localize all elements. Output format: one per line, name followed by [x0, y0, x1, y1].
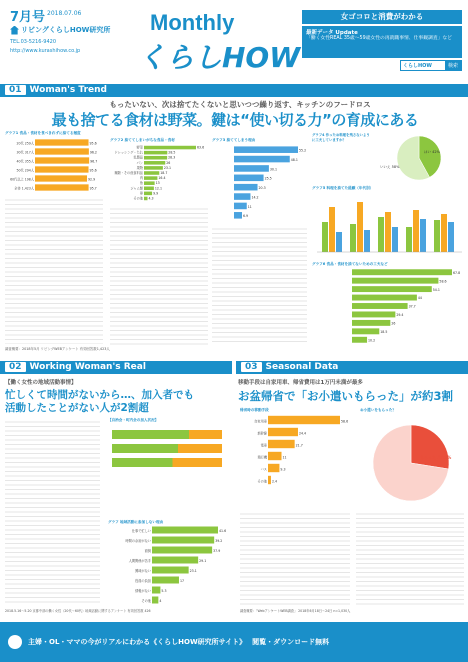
- bar: [152, 567, 189, 574]
- bar-value: 44: [417, 296, 422, 301]
- bar: [144, 181, 155, 185]
- bar: [234, 184, 258, 191]
- chart4-label-no: いいえ 58%: [380, 165, 400, 169]
- bar: [268, 428, 298, 436]
- tagline: 女ゴコロと消費がわかる: [340, 12, 424, 21]
- bar: [144, 146, 196, 150]
- section3-bar: [236, 361, 468, 374]
- chart6-title: グラフ6 食品・食材を捨てないための工夫など: [312, 262, 388, 266]
- bar-value: 58.6: [341, 419, 349, 424]
- bar: [268, 416, 340, 424]
- bar: [329, 207, 335, 252]
- footer-logo-icon: [8, 635, 22, 649]
- section3-number: 03: [241, 362, 262, 372]
- bar-value: 28.5: [168, 150, 176, 155]
- bar: [35, 175, 87, 181]
- section1-headline: 最も捨てる食材は野菜。鍵は“使い切る力”の育成にある: [51, 111, 419, 129]
- section3-chart-b-title: お小遣いをもらった？: [360, 408, 396, 412]
- bar: [322, 222, 328, 252]
- bar-value: 30.1: [269, 167, 278, 172]
- bar: [152, 527, 218, 534]
- bar-label: 時間の余裕がない: [125, 539, 151, 543]
- chart6: [312, 268, 464, 344]
- section3-headline: お盆帰省で「お小遣いもらった」が約3割: [238, 389, 453, 403]
- bar: [352, 337, 367, 343]
- section3-chart-b-label: もらった 27.5%: [420, 455, 452, 460]
- bar: [352, 311, 395, 317]
- bar: [336, 232, 342, 252]
- bar-value: 18.5: [380, 330, 388, 335]
- bar-label: 面倒: [144, 549, 151, 553]
- chart2-title: グラフ2 捨ててしまいがちな食品・食材: [110, 138, 175, 142]
- bar-label: ジャム類: [130, 186, 143, 191]
- bar-value: 12.1: [154, 186, 163, 191]
- month-label: 7月号: [10, 10, 46, 25]
- update-text: 「働く女性REAL 35歳～59歳女性の再就職事情、仕事観調査」など: [306, 36, 452, 41]
- bar-value: 6.9: [243, 214, 249, 219]
- bar-value: 21.7: [295, 443, 303, 448]
- bar-label: その他: [141, 599, 151, 603]
- footer-download-button[interactable]: 閲覧・ダウンロード無料: [252, 638, 330, 646]
- chart1-title: グラフ1 食品・食材を食べきれずに捨てる頻度: [5, 131, 81, 135]
- footer-bar: [0, 622, 468, 662]
- bar-value: 29.4: [396, 313, 404, 318]
- bar: [144, 166, 163, 170]
- bar: [152, 587, 160, 594]
- bar-value: 67.8: [453, 270, 461, 275]
- section1-title: Woman's Trend: [29, 85, 107, 95]
- bar: [234, 156, 290, 163]
- bar: [420, 219, 426, 252]
- bar-value: 9.9: [153, 191, 159, 196]
- bar: [352, 295, 417, 301]
- bar: [144, 176, 157, 180]
- bar-label: 乳製品: [133, 155, 143, 160]
- bar: [152, 557, 198, 564]
- section1-body-mid: [110, 205, 208, 345]
- bar-value: 4.3: [148, 196, 154, 201]
- chart3-title: グラフ3 捨ててしまう理由: [212, 138, 256, 142]
- bar: [364, 230, 370, 252]
- bar-label: 卵: [139, 191, 143, 196]
- bar-value: 37.9: [213, 549, 221, 553]
- section1-subtitle: もったいない、次は捨てたくないと思いつつ繰り返す、キッチンのフードロス: [109, 100, 371, 109]
- header: [0, 0, 468, 82]
- bar: [152, 537, 214, 544]
- bar-value: 23.1: [189, 569, 197, 573]
- bar-label: 役員の負担: [135, 579, 151, 583]
- section3-subtitle: 移動手段は自家用車、帰省費用は1万円未満が最多: [238, 380, 363, 386]
- bar: [112, 444, 178, 453]
- bar: [352, 269, 452, 275]
- bar-value: 39.2: [215, 539, 223, 543]
- chart4-pie: [374, 132, 464, 184]
- bar: [234, 165, 269, 172]
- bar-value: 2.4: [271, 479, 278, 484]
- section1-footer-note: 調査概要：2018年5月 リビングWEBアンケート 有効回答数1,423人: [5, 347, 110, 351]
- bar: [441, 214, 447, 252]
- bar-label: 果物: [136, 165, 143, 170]
- bar-label: ドレッシング・たれ: [114, 150, 143, 155]
- publisher-logo: [10, 25, 110, 35]
- bar: [413, 210, 419, 252]
- section2-chart-a: [108, 424, 228, 472]
- bar: [268, 464, 279, 472]
- search-box[interactable]: [400, 60, 462, 71]
- bar: [268, 476, 271, 484]
- bar-label: 魚: [139, 181, 143, 186]
- bar: [234, 212, 242, 219]
- bar-label: その他: [133, 196, 143, 201]
- bar-label: 全体 1,423人: [14, 186, 34, 191]
- bar: [152, 547, 212, 554]
- bar: [234, 203, 247, 210]
- bar: [112, 430, 189, 439]
- bar-value: 25.5: [264, 176, 272, 181]
- bar-label: 60代以上 198人: [10, 177, 34, 182]
- bar: [144, 197, 148, 201]
- bar-value: 95.6: [89, 141, 97, 146]
- bar-value: 92.9: [88, 177, 96, 182]
- issue-date: 2018.07.06: [47, 10, 82, 17]
- bar-value: 18.7: [160, 171, 168, 176]
- bar-value: 26: [166, 160, 171, 165]
- section3-chart-a: [240, 414, 352, 486]
- chart4-label-yes: はい 42%: [424, 150, 440, 154]
- section2-title: Working Woman's Real: [29, 362, 146, 372]
- bar-value: 4: [159, 599, 162, 603]
- tagline-box: [302, 10, 462, 24]
- section1-body-left: [5, 196, 103, 344]
- bar: [234, 175, 264, 182]
- section2-note: 2018.5.16～5.20 京都中部の働く女性（20代～60代）地域活動に関するアンケート 有効回答数 426: [5, 609, 151, 613]
- update-label: 最新データ Update: [306, 30, 358, 36]
- bar: [35, 184, 89, 190]
- section2-chart-b-title: グラフ 地域活動に参加しない理由: [108, 520, 164, 524]
- bar-value: 37.7: [408, 304, 416, 309]
- bar: [268, 440, 295, 448]
- bar: [144, 186, 154, 190]
- publisher-name: リビングくらしHOW研究所: [21, 26, 111, 34]
- bar-value: 16.4: [158, 176, 166, 181]
- bar: [234, 193, 250, 200]
- section2-headline2: 活動したことがない人が2割超: [5, 402, 149, 414]
- bar-value: 95.7: [89, 186, 97, 191]
- bar: [173, 458, 223, 467]
- bar: [144, 156, 167, 160]
- chart5-title: グラフ5 料理を捨てた経験（年代別）: [312, 186, 374, 190]
- bar: [268, 452, 282, 460]
- bar-value: 24.4: [298, 431, 307, 436]
- bar-value: 96.2: [89, 150, 97, 155]
- bar: [385, 212, 391, 252]
- bar: [152, 577, 179, 584]
- section2-number: 02: [5, 362, 26, 372]
- section2-headline1: 忙しくて時間がないから…、加入者でも: [5, 389, 194, 401]
- bar-value: 9.3: [280, 467, 286, 472]
- search-button[interactable]: 検索: [445, 61, 461, 70]
- section3-chart-b: [366, 418, 456, 508]
- bar: [152, 597, 158, 604]
- bar-label: 新幹線: [257, 431, 267, 436]
- bar-label: 電車: [260, 443, 267, 448]
- footer-text: 主婦・OL・ママの今がリアルにわかる《くらしHOW研究所サイト》: [28, 638, 247, 646]
- bar-value: 17: [179, 579, 185, 583]
- bar-value: 11: [282, 455, 287, 460]
- bar: [434, 220, 440, 252]
- bar-value: 10.2: [368, 338, 376, 343]
- bar: [112, 458, 173, 467]
- bar: [352, 320, 390, 326]
- bar-value: 29.1: [199, 559, 207, 563]
- chart5: [312, 192, 464, 262]
- section2-body: [5, 418, 100, 603]
- bar-label: 情報がない: [135, 589, 151, 593]
- bar-value: 41.6: [219, 529, 227, 533]
- bar: [392, 227, 398, 252]
- pie-slice: [411, 425, 449, 469]
- bar: [144, 161, 165, 165]
- bar-value: 23.1: [163, 165, 171, 170]
- section1-body-mid2: [212, 225, 307, 345]
- bar-label: 20代 259人: [16, 141, 34, 146]
- section2-subtitle: 【働く女性の地域活動事情】: [5, 380, 77, 386]
- bar-value: 48.1: [290, 157, 298, 162]
- bar-label: 肉: [139, 176, 143, 181]
- search-logo: くらしHOW: [403, 63, 432, 69]
- bar: [352, 278, 438, 284]
- bar-value: 63.6: [197, 145, 205, 150]
- section3-title: Seasonal Data: [265, 362, 339, 372]
- bar: [189, 430, 222, 439]
- bar-value: 11: [247, 204, 252, 209]
- section3-body-right: [356, 510, 464, 605]
- bar-label: 30代 317人: [16, 150, 34, 155]
- update-box: [302, 26, 462, 58]
- bar: [357, 202, 363, 252]
- bar: [35, 148, 89, 154]
- bar: [352, 303, 408, 309]
- bar: [448, 222, 454, 252]
- tel: TEL.03-5216-9420: [10, 39, 57, 45]
- bar: [144, 151, 167, 155]
- section3-chart-a-title: 帰省時の移動手段: [240, 408, 269, 412]
- bar-label: パン: [136, 160, 143, 165]
- bar-label: 飛行機: [257, 455, 267, 460]
- bar: [378, 217, 384, 252]
- bar-value: 14.2: [251, 195, 259, 200]
- bar-value: 13: [155, 181, 160, 186]
- bar-value: 58.6: [439, 279, 447, 284]
- bar: [406, 227, 412, 252]
- bar-value: 20.3: [258, 186, 266, 191]
- chart4-title: グラフ4 作ったお料理を残さないように工夫していますか？: [312, 133, 370, 142]
- section2-chart-b: [108, 525, 230, 605]
- bar-label: 人間関係が苦手: [128, 559, 151, 563]
- house-icon: [10, 26, 19, 35]
- bar-label: 野菜: [136, 145, 143, 150]
- section2-chart-a-title: 【自治会・町内会の加入状況】: [108, 418, 159, 422]
- bar: [352, 328, 379, 334]
- magazine-title-line2: くらしHOW: [138, 41, 301, 74]
- bar-value: 26: [391, 321, 396, 326]
- bar-value: 55.2: [299, 148, 307, 153]
- section3-note: 調査概要：「WebアンケートWEB調査」 2018年6月18日～24日 n=1,030人: [240, 609, 351, 613]
- section2-bar: [0, 361, 232, 374]
- bar: [144, 171, 159, 175]
- site-url[interactable]: http://www.kurashihow.co.jp: [10, 48, 81, 54]
- bar: [35, 157, 89, 163]
- bar-label: 興味がない: [135, 569, 151, 573]
- bar-label: 仕事で忙しい: [131, 529, 151, 533]
- section3-body-left: [240, 510, 350, 605]
- bar: [352, 286, 432, 292]
- chart1: [5, 138, 103, 192]
- bar: [35, 166, 89, 172]
- bar-label: 自家用車: [254, 419, 267, 424]
- bar-label: 40代 355人: [16, 159, 34, 164]
- bar: [35, 139, 89, 145]
- bar: [234, 146, 298, 153]
- bar-label: その他: [257, 479, 267, 484]
- bar: [350, 224, 356, 252]
- section1-bar: [0, 84, 468, 97]
- magazine-title-line1: Monthly: [150, 10, 235, 35]
- bar-label: 50代 294人: [16, 168, 34, 173]
- bar-value: 5.3: [161, 589, 167, 593]
- bar: [178, 444, 222, 453]
- chart2: [108, 145, 208, 201]
- bar: [144, 192, 152, 196]
- bar-label: 麺類・その他食料品: [114, 171, 143, 176]
- bar-value: 28.3: [168, 155, 176, 160]
- bar-value: 54.1: [432, 287, 440, 292]
- chart3: [212, 145, 310, 220]
- bar-label: バス: [260, 467, 267, 472]
- bar-value: 95.6: [89, 168, 97, 173]
- bar-value: 96.7: [90, 159, 98, 164]
- section1-number: 01: [5, 85, 26, 95]
